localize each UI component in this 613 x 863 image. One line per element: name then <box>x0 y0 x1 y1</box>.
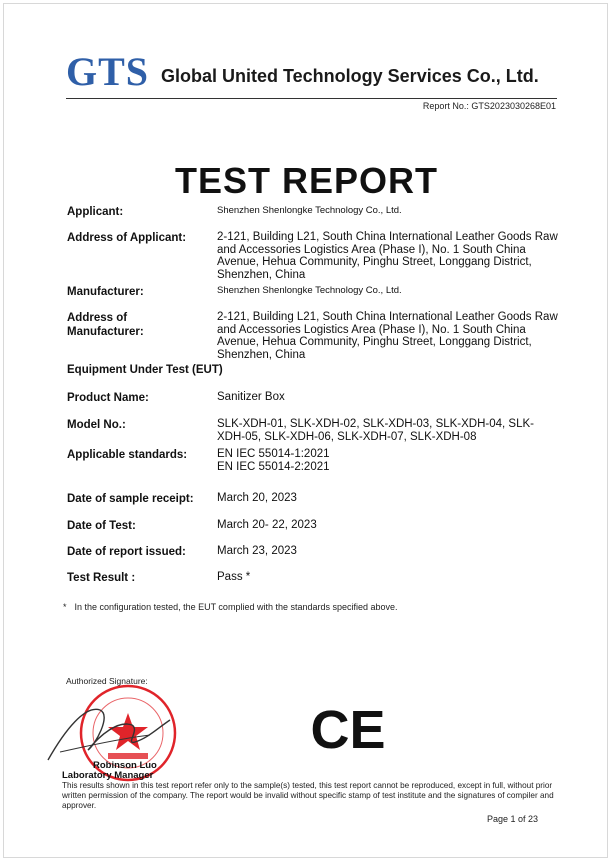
ce-mark <box>308 703 388 753</box>
field-label: Model No.: <box>67 419 126 431</box>
field-value: 2-121, Building L21, South China International Leather Goods Raw and Accessories Logistics Area (Phase I), No. 1 South China Avenue, Hehua Community, Pinghu Street, Longgang District, Shenzhen, China <box>217 311 558 361</box>
authorized-signature-label: Authorized Signature: <box>66 676 148 686</box>
eut-section-heading: Equipment Under Test (EUT) <box>67 364 223 376</box>
field-value: Pass * <box>217 571 251 583</box>
disclaimer-text: This results shown in this test report refer only to the sample(s) tested, this test report cannot be reproduced, except in full, without prior written permission of the company. The report would be invalid without specific stamp of test institute and the signatures of compiler and approver. <box>62 781 554 810</box>
field-label: Date of Test: <box>67 520 136 532</box>
field-value: Shenzhen Shenlongke Technology Co., Ltd. <box>217 205 402 216</box>
signature-stroke <box>48 709 170 760</box>
field-label: Product Name: <box>67 392 149 404</box>
report-number: Report No.: GTS2023030268E01 <box>422 101 556 111</box>
footnote-star: * <box>63 602 67 612</box>
field-label: Applicant: <box>67 206 124 218</box>
field-label: Date of sample receipt: <box>67 493 194 505</box>
field-value: Shenzhen Shenlongke Technology Co., Ltd. <box>217 285 402 296</box>
page-number: Page 1 of 23 <box>486 814 538 824</box>
page-title: TEST REPORT <box>174 160 439 201</box>
field-label: Address of Applicant: <box>67 232 187 244</box>
gts-logo: GTS <box>66 49 150 94</box>
field-value: March 20- 22, 2023 <box>217 519 317 531</box>
field-label: Applicable standards: <box>67 449 188 461</box>
field-value: 2-121, Building L21, South China International Leather Goods Raw and Accessories Logistics Area (Phase I), No. 1 South China Avenue, Hehua Community, Pinghu Street, Longgang District, Shenzhen, China <box>217 231 558 281</box>
field-value <box>217 448 562 473</box>
handwritten-signature <box>40 690 180 770</box>
header-divider <box>66 98 557 99</box>
field-label: Address of Manufacturer: <box>67 312 144 338</box>
field-value: Sanitizer Box <box>217 391 285 403</box>
company-name: Global United Technology Services Co., Ltd. <box>161 66 539 86</box>
footnote <box>63 602 398 612</box>
field-label: Date of report issued: <box>67 546 186 558</box>
signer-title: Laboratory Manager <box>62 770 154 781</box>
signature-underline <box>60 735 150 752</box>
field-value: March 20, 2023 <box>217 492 297 504</box>
standard-2: EN IEC 55014-2:2021 <box>217 460 330 473</box>
ce-mark-text: CE <box>310 703 386 753</box>
signer-name: Robinson Luo <box>93 760 157 771</box>
field-label: Test Result : <box>67 572 136 584</box>
footnote-text: In the configuration tested, the EUT complied with the standards specified above. <box>74 602 398 612</box>
field-value: March 23, 2023 <box>217 545 297 557</box>
standard-1: EN IEC 55014-1:2021 <box>217 448 330 460</box>
field-label: Manufacturer: <box>67 286 144 298</box>
field-value: SLK-XDH-01, SLK-XDH-02, SLK-XDH-03, SLK-XDH-04, SLK-XDH-05, SLK-XDH-06, SLK-XDH-07, SLK-XDH-08 <box>217 418 534 443</box>
